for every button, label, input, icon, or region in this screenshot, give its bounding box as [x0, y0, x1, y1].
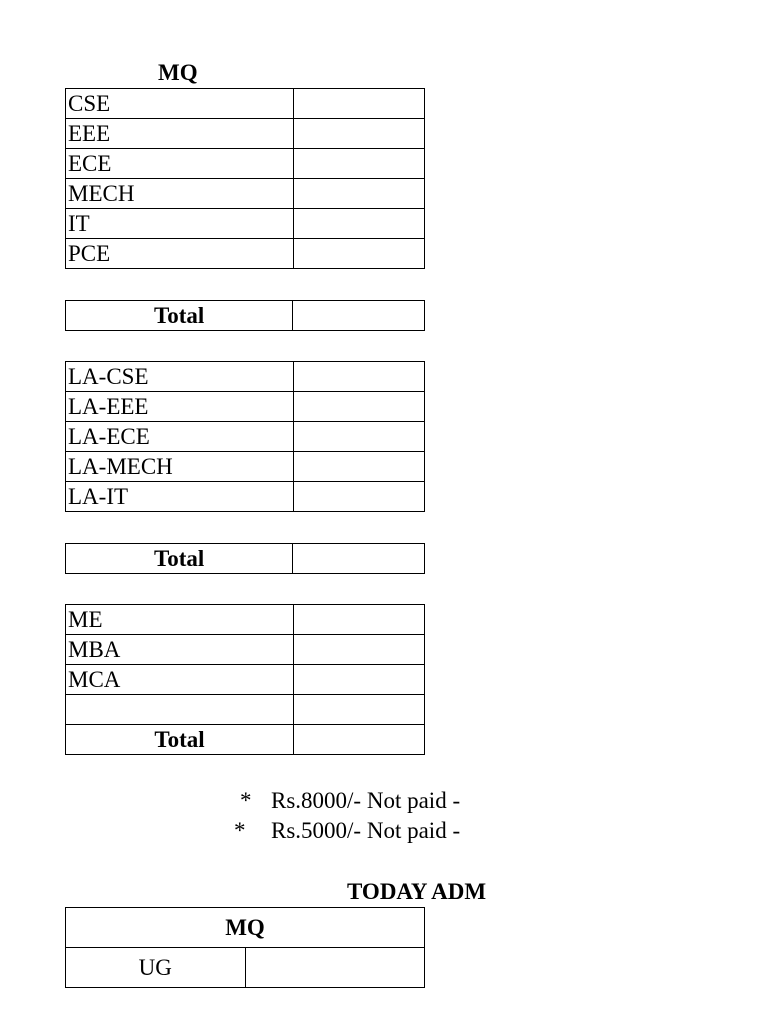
- course-mca-label: MCA: [66, 665, 294, 695]
- course-la-cse-value[interactable]: [294, 362, 425, 392]
- table-row: [66, 908, 425, 948]
- table-row: [66, 452, 425, 482]
- course-blank-value[interactable]: [294, 695, 425, 725]
- table-row: [66, 209, 425, 239]
- lateral-course-table: [65, 361, 425, 512]
- table-row: [66, 695, 425, 725]
- mq-course-table: [65, 88, 425, 269]
- course-mech-value[interactable]: [294, 179, 425, 209]
- course-pce-label: PCE: [66, 239, 294, 269]
- course-cse-value[interactable]: [294, 89, 425, 119]
- table-row: [66, 482, 425, 512]
- course-la-eee-label: LA-EEE: [66, 392, 294, 422]
- mq-total-label: Total: [66, 301, 293, 331]
- course-mba-label: MBA: [66, 635, 294, 665]
- table-row: [66, 422, 425, 452]
- table-row: [66, 89, 425, 119]
- table-row: [66, 635, 425, 665]
- today-admission-heading: TODAY ADM: [347, 879, 487, 904]
- pg-course-table: [65, 604, 425, 755]
- mq-heading: MQ: [158, 60, 198, 85]
- course-me-value[interactable]: [294, 605, 425, 635]
- course-me-label: ME: [66, 605, 294, 635]
- course-ece-value[interactable]: [294, 149, 425, 179]
- course-la-it-label: LA-IT: [66, 482, 294, 512]
- lateral-total-label: Total: [66, 544, 293, 574]
- table-row: [66, 725, 425, 755]
- table-row: [66, 605, 425, 635]
- course-eee-label: EEE: [66, 119, 294, 149]
- course-la-mech-label: LA-MECH: [66, 452, 294, 482]
- table-row: [66, 239, 425, 269]
- note-2: [234, 818, 246, 844]
- course-la-cse-label: LA-CSE: [66, 362, 294, 392]
- course-la-ece-label: LA-ECE: [66, 422, 294, 452]
- course-mech-label: MECH: [66, 179, 294, 209]
- mq-total-value[interactable]: [293, 301, 425, 331]
- table-row: [66, 149, 425, 179]
- note-1-bullet: *: [240, 788, 252, 813]
- today-table-header: MQ: [66, 908, 425, 948]
- table-row: [66, 362, 425, 392]
- course-it-value[interactable]: [294, 209, 425, 239]
- table-row: [66, 119, 425, 149]
- table-row: [66, 665, 425, 695]
- lateral-total-table: [65, 543, 425, 574]
- course-mca-value[interactable]: [294, 665, 425, 695]
- course-it-label: IT: [66, 209, 294, 239]
- course-mba-value[interactable]: [294, 635, 425, 665]
- note-1: [240, 788, 252, 814]
- pg-total-label: Total: [66, 725, 294, 755]
- course-la-ece-value[interactable]: [294, 422, 425, 452]
- today-admission-table: [65, 907, 425, 988]
- mq-total-table: [65, 300, 425, 331]
- course-pce-value[interactable]: [294, 239, 425, 269]
- table-row: [66, 544, 425, 574]
- course-cse-label: CSE: [66, 89, 294, 119]
- pg-total-value[interactable]: [294, 725, 425, 755]
- course-blank-label[interactable]: [66, 695, 294, 725]
- table-row: [66, 179, 425, 209]
- course-eee-value[interactable]: [294, 119, 425, 149]
- lateral-total-value[interactable]: [293, 544, 425, 574]
- course-la-it-value[interactable]: [294, 482, 425, 512]
- today-ug-label: UG: [66, 948, 246, 988]
- course-la-eee-value[interactable]: [294, 392, 425, 422]
- note-1-text: Rs.8000/- Not paid -: [271, 788, 461, 813]
- today-ug-value[interactable]: [245, 948, 425, 988]
- note-2-text: Rs.5000/- Not paid -: [271, 818, 461, 843]
- note-2-bullet: *: [234, 818, 246, 843]
- table-row: [66, 301, 425, 331]
- course-ece-label: ECE: [66, 149, 294, 179]
- table-row: [66, 392, 425, 422]
- course-la-mech-value[interactable]: [294, 452, 425, 482]
- table-row: [66, 948, 425, 988]
